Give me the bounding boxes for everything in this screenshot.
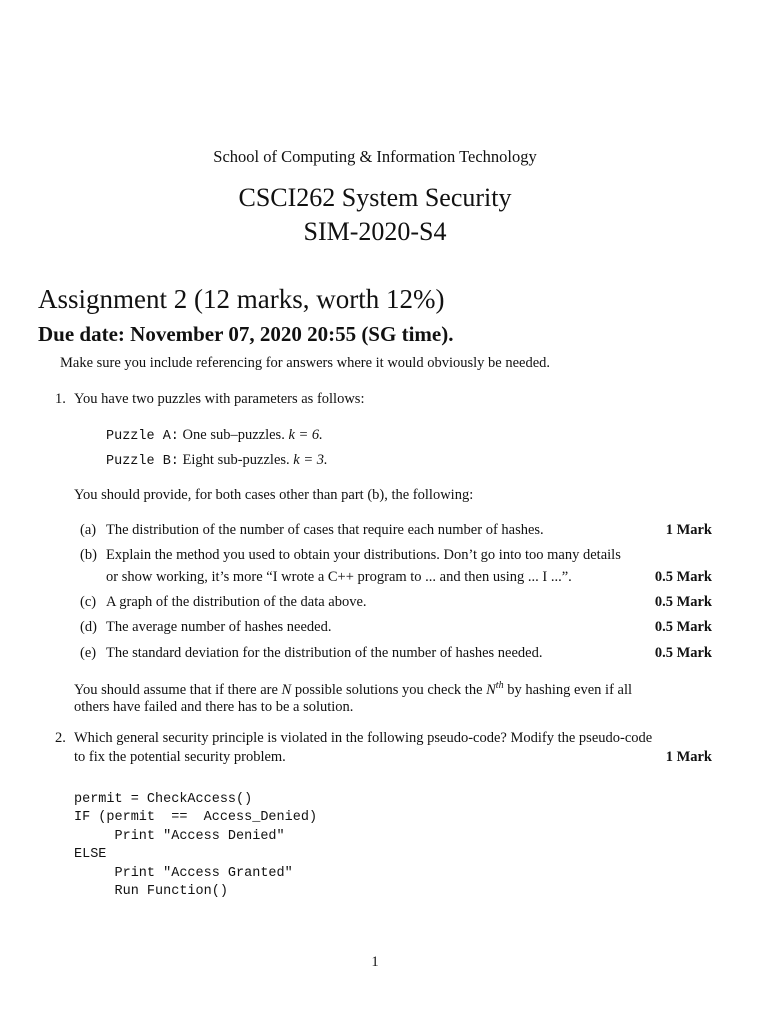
code-line: permit = CheckAccess() <box>74 792 253 807</box>
puzzle-a-label: Puzzle A: <box>106 429 179 444</box>
assignment-title: Assignment 2 (12 marks, worth 12%) <box>38 284 445 314</box>
code-line: Run Function() <box>74 884 228 899</box>
referencing-note: Make sure you include referencing for answers where it would obviously be needed. <box>60 355 551 371</box>
puzzle-b-text: Eight sub-puzzles. <box>182 452 290 468</box>
puzzle-b <box>106 452 328 469</box>
question-1-intro: You have two puzzles with parameters as follows: <box>74 391 365 407</box>
assumption-text-a: You should assume that if there are <box>74 681 278 698</box>
part-b-mark: 0.5 Mark <box>654 569 712 585</box>
question-2-text-line-2: to fix the potential security problem. <box>74 749 286 765</box>
code-line: IF (permit == Access_Denied) <box>74 810 318 825</box>
part-e-text: The standard deviation for the distribution of the number of hashes needed. <box>106 645 543 661</box>
part-e-mark: 0.5 Mark <box>654 645 712 661</box>
assumption-sup-th: th <box>495 680 504 691</box>
assumption-text-c: by hashing even if all <box>507 681 633 698</box>
part-d-mark: 0.5 Mark <box>654 619 712 635</box>
page-number: 1 <box>371 954 379 970</box>
code-line: Print "Access Granted" <box>74 866 293 881</box>
provide-text: You should provide, for both cases other than part (b), the following: <box>74 487 474 503</box>
part-c-mark: 0.5 Mark <box>654 594 712 610</box>
assumption-line-1 <box>74 680 632 699</box>
part-b-text: Explain the method you used to obtain your distributions. Don’t go into too many details <box>106 547 621 563</box>
puzzle-a-k: k = 6. <box>288 427 323 443</box>
assumption-line-2: others have failed and there has to be a solution. <box>74 699 354 715</box>
puzzle-a <box>106 427 323 444</box>
part-c-label: (c) <box>80 594 97 610</box>
code-line: ELSE <box>74 847 107 862</box>
due-date: Due date: November 07, 2020 20:55 (SG time). <box>38 322 454 346</box>
question-1-number: 1. <box>55 391 66 407</box>
part-a-mark: 1 Mark <box>665 522 712 538</box>
code-line: Print "Access Denied" <box>74 829 285 844</box>
puzzle-b-k: k = 3. <box>293 452 328 468</box>
puzzle-a-text: One sub–puzzles. <box>182 427 285 443</box>
part-b-label: (b) <box>80 547 97 563</box>
assumption-text-b: possible solutions you check the <box>294 681 483 698</box>
part-c-text: A graph of the distribution of the data above. <box>106 594 367 610</box>
part-d-label: (d) <box>80 619 97 635</box>
part-d-text: The average number of hashes needed. <box>106 619 332 635</box>
part-e-label: (e) <box>80 645 97 661</box>
part-b-text-continued: or show working, it’s more “I wrote a C++ program to ... and then using ... I ...”. <box>106 569 572 585</box>
puzzle-b-label: Puzzle B: <box>106 454 179 469</box>
school-name: School of Computing & Information Technology <box>213 147 537 166</box>
question-2-mark: 1 Mark <box>665 749 712 765</box>
course-title: CSCI262 System Security <box>238 183 512 212</box>
assumption-var-nth: N <box>486 681 496 698</box>
session-code: SIM-2020-S4 <box>303 217 447 246</box>
part-a-text: The distribution of the number of cases that require each number of hashes. <box>106 522 544 538</box>
question-2-number: 2. <box>55 730 66 746</box>
part-a-label: (a) <box>80 522 97 538</box>
assumption-var-n: N <box>281 681 292 698</box>
question-2-text-line-1: Which general security principle is violated in the following pseudo-code? Modify the pseudo-code <box>74 730 653 746</box>
